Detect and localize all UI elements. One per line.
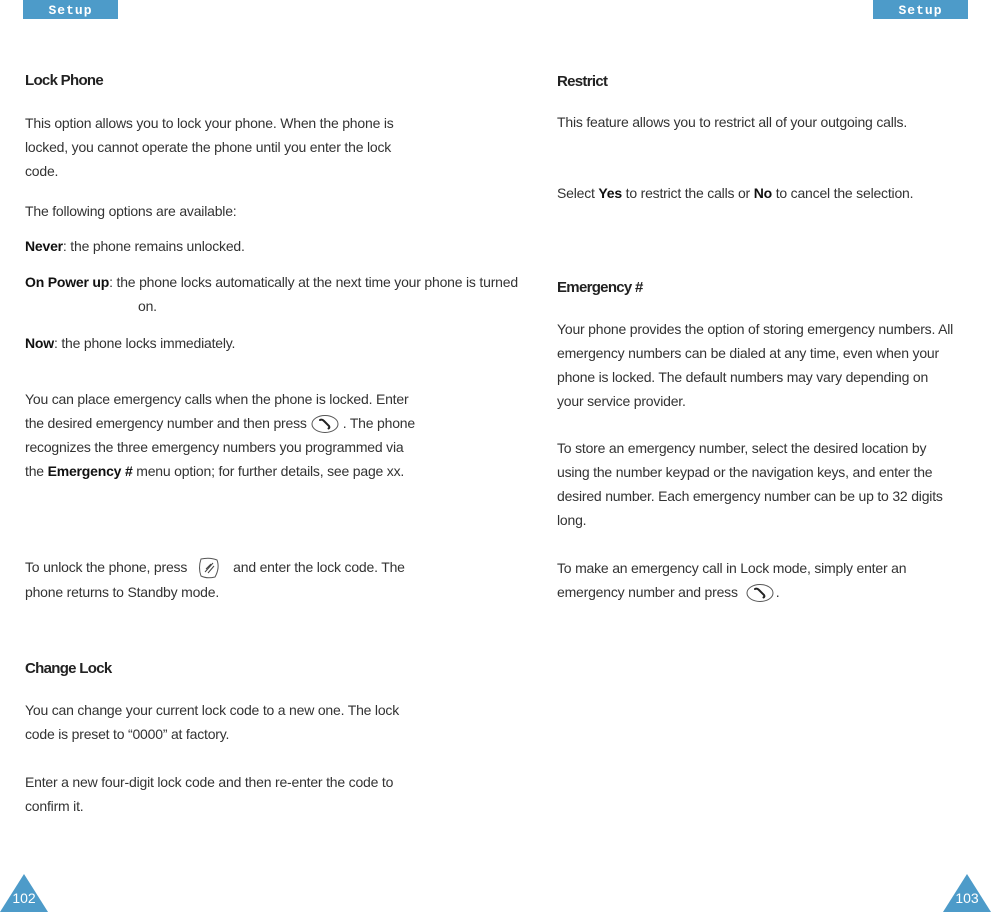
restrict-yes: Yes <box>598 185 622 201</box>
restrict-text: This feature allows you to restrict all of your outgoing calls. <box>557 114 908 130</box>
option-now-text: : the phone locks immediately. <box>53 335 236 351</box>
page-number-right <box>943 874 991 912</box>
option-never-text: : the phone remains unlocked. <box>62 238 245 254</box>
emergency-note-post: menu option; for further details, see page xx. <box>136 463 405 479</box>
option-power-label: On Power up <box>25 274 110 290</box>
restrict-select <box>557 181 942 205</box>
emergency-text-3 <box>557 556 957 604</box>
unlock-note-pre: To unlock the phone, press <box>25 559 188 575</box>
restrict-select-pre: Select <box>557 185 595 201</box>
change-lock-heading: Change Lock <box>25 660 112 677</box>
page-number-left <box>0 874 48 912</box>
option-now <box>25 331 235 355</box>
lock-phone-heading: Lock Phone <box>25 72 104 89</box>
page-number-right-text: 103 <box>955 890 979 906</box>
emergency-note <box>25 387 420 483</box>
option-never <box>25 234 245 258</box>
page-number-left-text: 102 <box>12 890 36 906</box>
change-lock-text-2: Enter a new four-digit lock code and then re-enter the code to confirm it. <box>25 774 394 814</box>
option-never-label: Never <box>25 238 63 254</box>
emergency-text-1: Your phone provides the option of storing emergency numbers. All emergency numbers can be dialed at any time, even when your phone is locked. The default numbers may vary depending on your service provider. <box>557 321 954 409</box>
change-lock-text-1: You can change your current lock code to a new one. The lock code is preset to “0000” at factory. <box>25 702 400 742</box>
menu-key-icon <box>195 556 225 580</box>
emergency-text-2: To store an emergency number, select the desired location by using the number keypad or the navigation keys, and enter the desired number. Each emergency number can be up to 32 digits long. <box>557 440 943 528</box>
restrict-select-mid: to restrict the calls or <box>625 185 751 201</box>
unlock-note-post: and enter the lock code. The phone returns to Standby mode. <box>25 559 405 601</box>
option-now-label: Now <box>25 335 54 351</box>
restrict-select-post: to cancel the selection. <box>775 185 914 201</box>
emergency-note-mid: . The phone recognizes the three emergency numbers you programmed via the <box>25 415 415 479</box>
option-power-up <box>25 270 521 318</box>
emergency-menu-ref: Emergency # <box>47 463 133 479</box>
options-intro: The following options are available: <box>25 203 237 219</box>
emergency-text-3-post: . <box>775 584 780 600</box>
section-tab-left: Setup <box>23 0 118 19</box>
restrict-heading: Restrict <box>557 73 608 90</box>
lock-phone-intro: This option allows you to lock your phone. When the phone is locked, you cannot operate the phone until you enter the lock code. <box>25 115 394 179</box>
option-power-text: : the phone locks automatically at the next time your phone is turned on. <box>109 274 518 314</box>
send-key-icon <box>746 583 774 603</box>
section-tab-right: Setup <box>873 0 968 19</box>
emergency-note-pre: You can place emergency calls when the phone is locked. Enter the desired emergency number and then press <box>25 391 409 431</box>
emergency-heading: Emergency # <box>557 279 643 296</box>
send-key-icon <box>311 414 339 434</box>
emergency-text-3-pre: To make an emergency call in Lock mode, simply enter an emergency number and press <box>557 560 907 600</box>
unlock-note <box>25 555 420 604</box>
restrict-no: No <box>753 185 772 201</box>
